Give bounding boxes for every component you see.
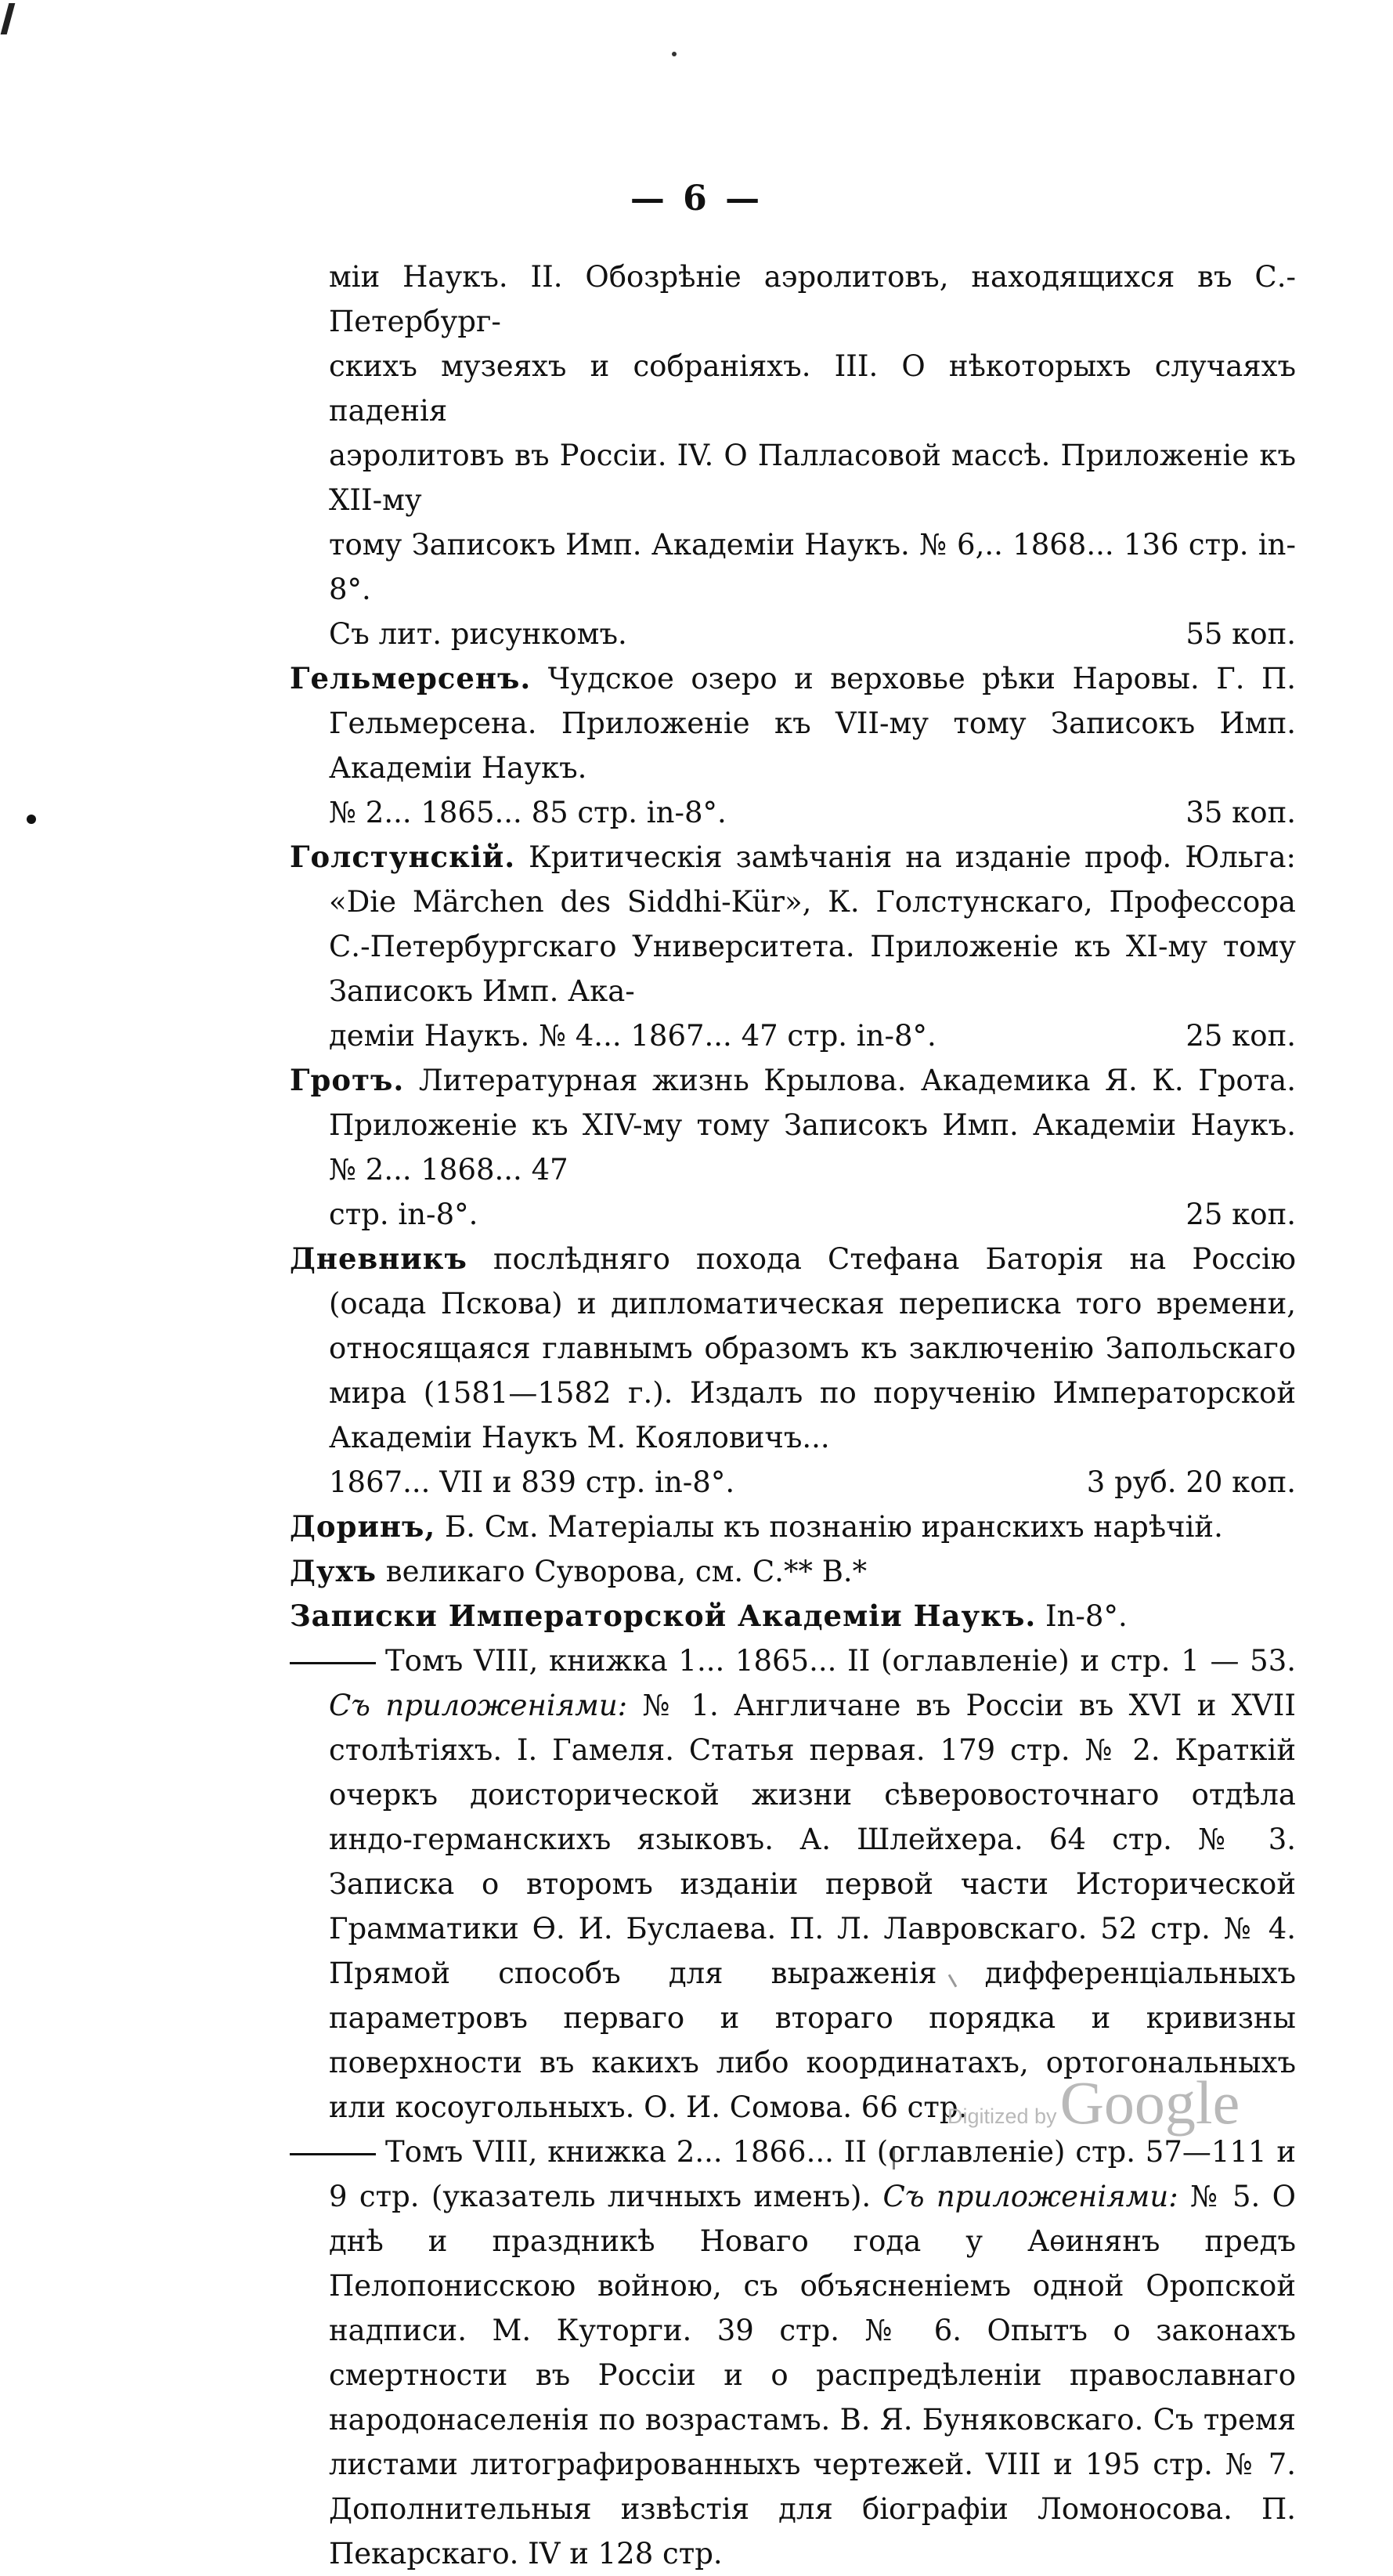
volume-entry	[290, 2130, 1296, 2576]
catalog-entry	[290, 656, 1296, 835]
watermark-prefix: Digitized by	[947, 2105, 1057, 2128]
price-line	[329, 1192, 1296, 1237]
text-line: деміи Наукъ. № 4... 1867... 47 стр. in-8°.	[329, 1019, 936, 1053]
page-number: — 6 —	[630, 179, 763, 219]
repeat-dash	[290, 1662, 376, 1664]
catalog-entry	[290, 1594, 1296, 1638]
entry-text: Б. См. Матеріалы къ познанію иранскихъ нарѣчій.	[435, 1510, 1223, 1544]
entry-head: Духъ	[290, 1554, 377, 1588]
volume-entry	[290, 1638, 1296, 2130]
entry-head: Записки Императорской Академіи Наукъ.	[290, 1599, 1037, 1633]
volume-rest: № 5. О днѣ и праздникѣ Новаго года у Аѳинянъ предъ Пелопонисскою войною, съ объясненіемъ одной Оропской надписи. М. Куторги. 39 стр. № 6. Опытъ о законахъ смертности въ Россіи и о распредѣленіи православнаго народонаселенія по возрастамъ. В. Я. Буняковскаго. Съ тремя листами литографированныхъ чертежей. VIII и 195 стр. № 7. Дополнительныя извѣстія для біографіи Ломоносова. П. Пекарскаго. IV и 128 стр.	[329, 2180, 1297, 2571]
catalog-entry	[290, 1237, 1296, 1505]
watermark	[947, 2068, 1240, 2138]
price-line	[329, 1460, 1296, 1505]
entry-text: Чудское озеро и верховье рѣки Наровы. Г. П. Гельмерсена. Приложеніе къ VII-му тому Записокъ Имп. Академіи Наукъ.	[329, 662, 1296, 785]
catalog-entry	[290, 1058, 1296, 1237]
price-line	[329, 1013, 1296, 1058]
price: 55 коп.	[1185, 617, 1296, 651]
price: 35 коп.	[1185, 796, 1296, 829]
price: 25 коп.	[1185, 1019, 1296, 1053]
scan-mark	[1, 3, 16, 34]
volume-italic: Съ приложеніями:	[882, 2180, 1178, 2213]
page-body	[290, 255, 1296, 2576]
entry-text: великаго Суворова, см. С.** В.*	[377, 1555, 868, 1588]
scan-speck	[27, 815, 36, 824]
catalog-entry	[290, 835, 1296, 1058]
entry-head: Гротъ.	[290, 1063, 405, 1097]
catalog-entry	[290, 1549, 1296, 1594]
entry-text: послѣдняго похода Стефана Баторія на Россію (осада Пскова) и дипломатическая переписка того времени, относящаяся главнымъ образомъ къ заключенію Запольскаго мира (1581—1582 г.). Издалъ по порученію Императорской Академіи Наукъ М. Кояловичъ...	[329, 1242, 1296, 1454]
scan-speck	[672, 52, 677, 56]
volume-italic: Съ приложеніями:	[329, 1689, 628, 1722]
repeat-dash	[290, 2153, 376, 2155]
text-line: скихъ музеяхъ и собраніяхъ. III. О нѣкоторыхъ случаяхъ паденія	[329, 349, 1296, 428]
price: 25 коп.	[1185, 1198, 1296, 1231]
price: 3 руб. 20 коп.	[1086, 1465, 1296, 1499]
volume-start: Томъ VIII, книжка 2... 1866... II (оглавленіе) стр. 57—111 и 9 стр. (указатель личныхъ именъ).	[329, 2135, 1296, 2213]
entry-head: Дневникъ	[290, 1241, 467, 1276]
entry-text: Литературная жизнь Крылова. Академика Я. К. Грота. Приложеніе къ XIV-му тому Записокъ Имп. Академіи Наукъ. № 2... 1868... 47	[329, 1064, 1296, 1187]
entry-text: In-8°.	[1036, 1599, 1128, 1633]
entry-head: Гельмерсенъ.	[290, 661, 532, 695]
catalog-entry	[290, 1505, 1296, 1549]
text-line: міи Наукъ. II. Обозрѣніе аэролитовъ, находящихся въ С.-Петербург-	[329, 260, 1296, 338]
entry-head: Доринъ,	[290, 1509, 436, 1544]
volume-start: Томъ VIII, книжка 1... 1865... II (оглавленіе) и стр. 1 — 53.	[385, 1644, 1296, 1678]
text-line: стр. in-8°.	[329, 1198, 478, 1231]
text-line: тому Записокъ Имп. Академіи Наукъ. № 6,.. 1868... 136 стр. in-8°.	[329, 528, 1296, 606]
price-line	[329, 790, 1296, 835]
entry-head: Голстунскій.	[290, 840, 516, 874]
volume-rest: № 1. Англичане въ Россіи въ XVI и XVII столѣтіяхъ. I. Гамеля. Статья первая. 179 стр. № 2. Краткій очеркъ доисторической жизни сѣверовосточнаго отдѣла индо-германскихъ языковъ. А. Шлейхера. 64 стр. № 3. Записка о второмъ изданіи первой части Исторической Грамматики Ѳ. И. Буслаева. П. Л. Лавровскаго. 52 стр. № 4. Прямой способъ для выраженія дифференціальныхъ параметровъ перваго и втораго порядка и кривизны поверхности въ какихъ либо координатахъ, ортогональныхъ или косоугольныхъ. О. И. Сомова. 66 стр.	[329, 1689, 1296, 2124]
text-line: № 2... 1865... 85 стр. in-8°.	[329, 796, 727, 829]
entry-text: Критическія замѣчанія на изданіе проф. Юльга: «Die Märchen des Siddhi-Kür», К. Голстунскаго, Профессора С.-Петербургскаго Университета. Приложеніе къ XI-му тому Записокъ Имп. Ака-	[329, 840, 1296, 1008]
text-line: Съ лит. рисункомъ.	[329, 617, 627, 651]
text-line: аэролитовъ въ Россіи. IV. О Палласовой массѣ. Приложеніе къ XII-му	[329, 439, 1296, 517]
price-line	[329, 612, 1296, 656]
text-line: 1867... VII и 839 стр. in-8°.	[329, 1465, 735, 1499]
continued-paragraph	[290, 255, 1296, 656]
watermark-brand: Google	[1059, 2068, 1240, 2137]
